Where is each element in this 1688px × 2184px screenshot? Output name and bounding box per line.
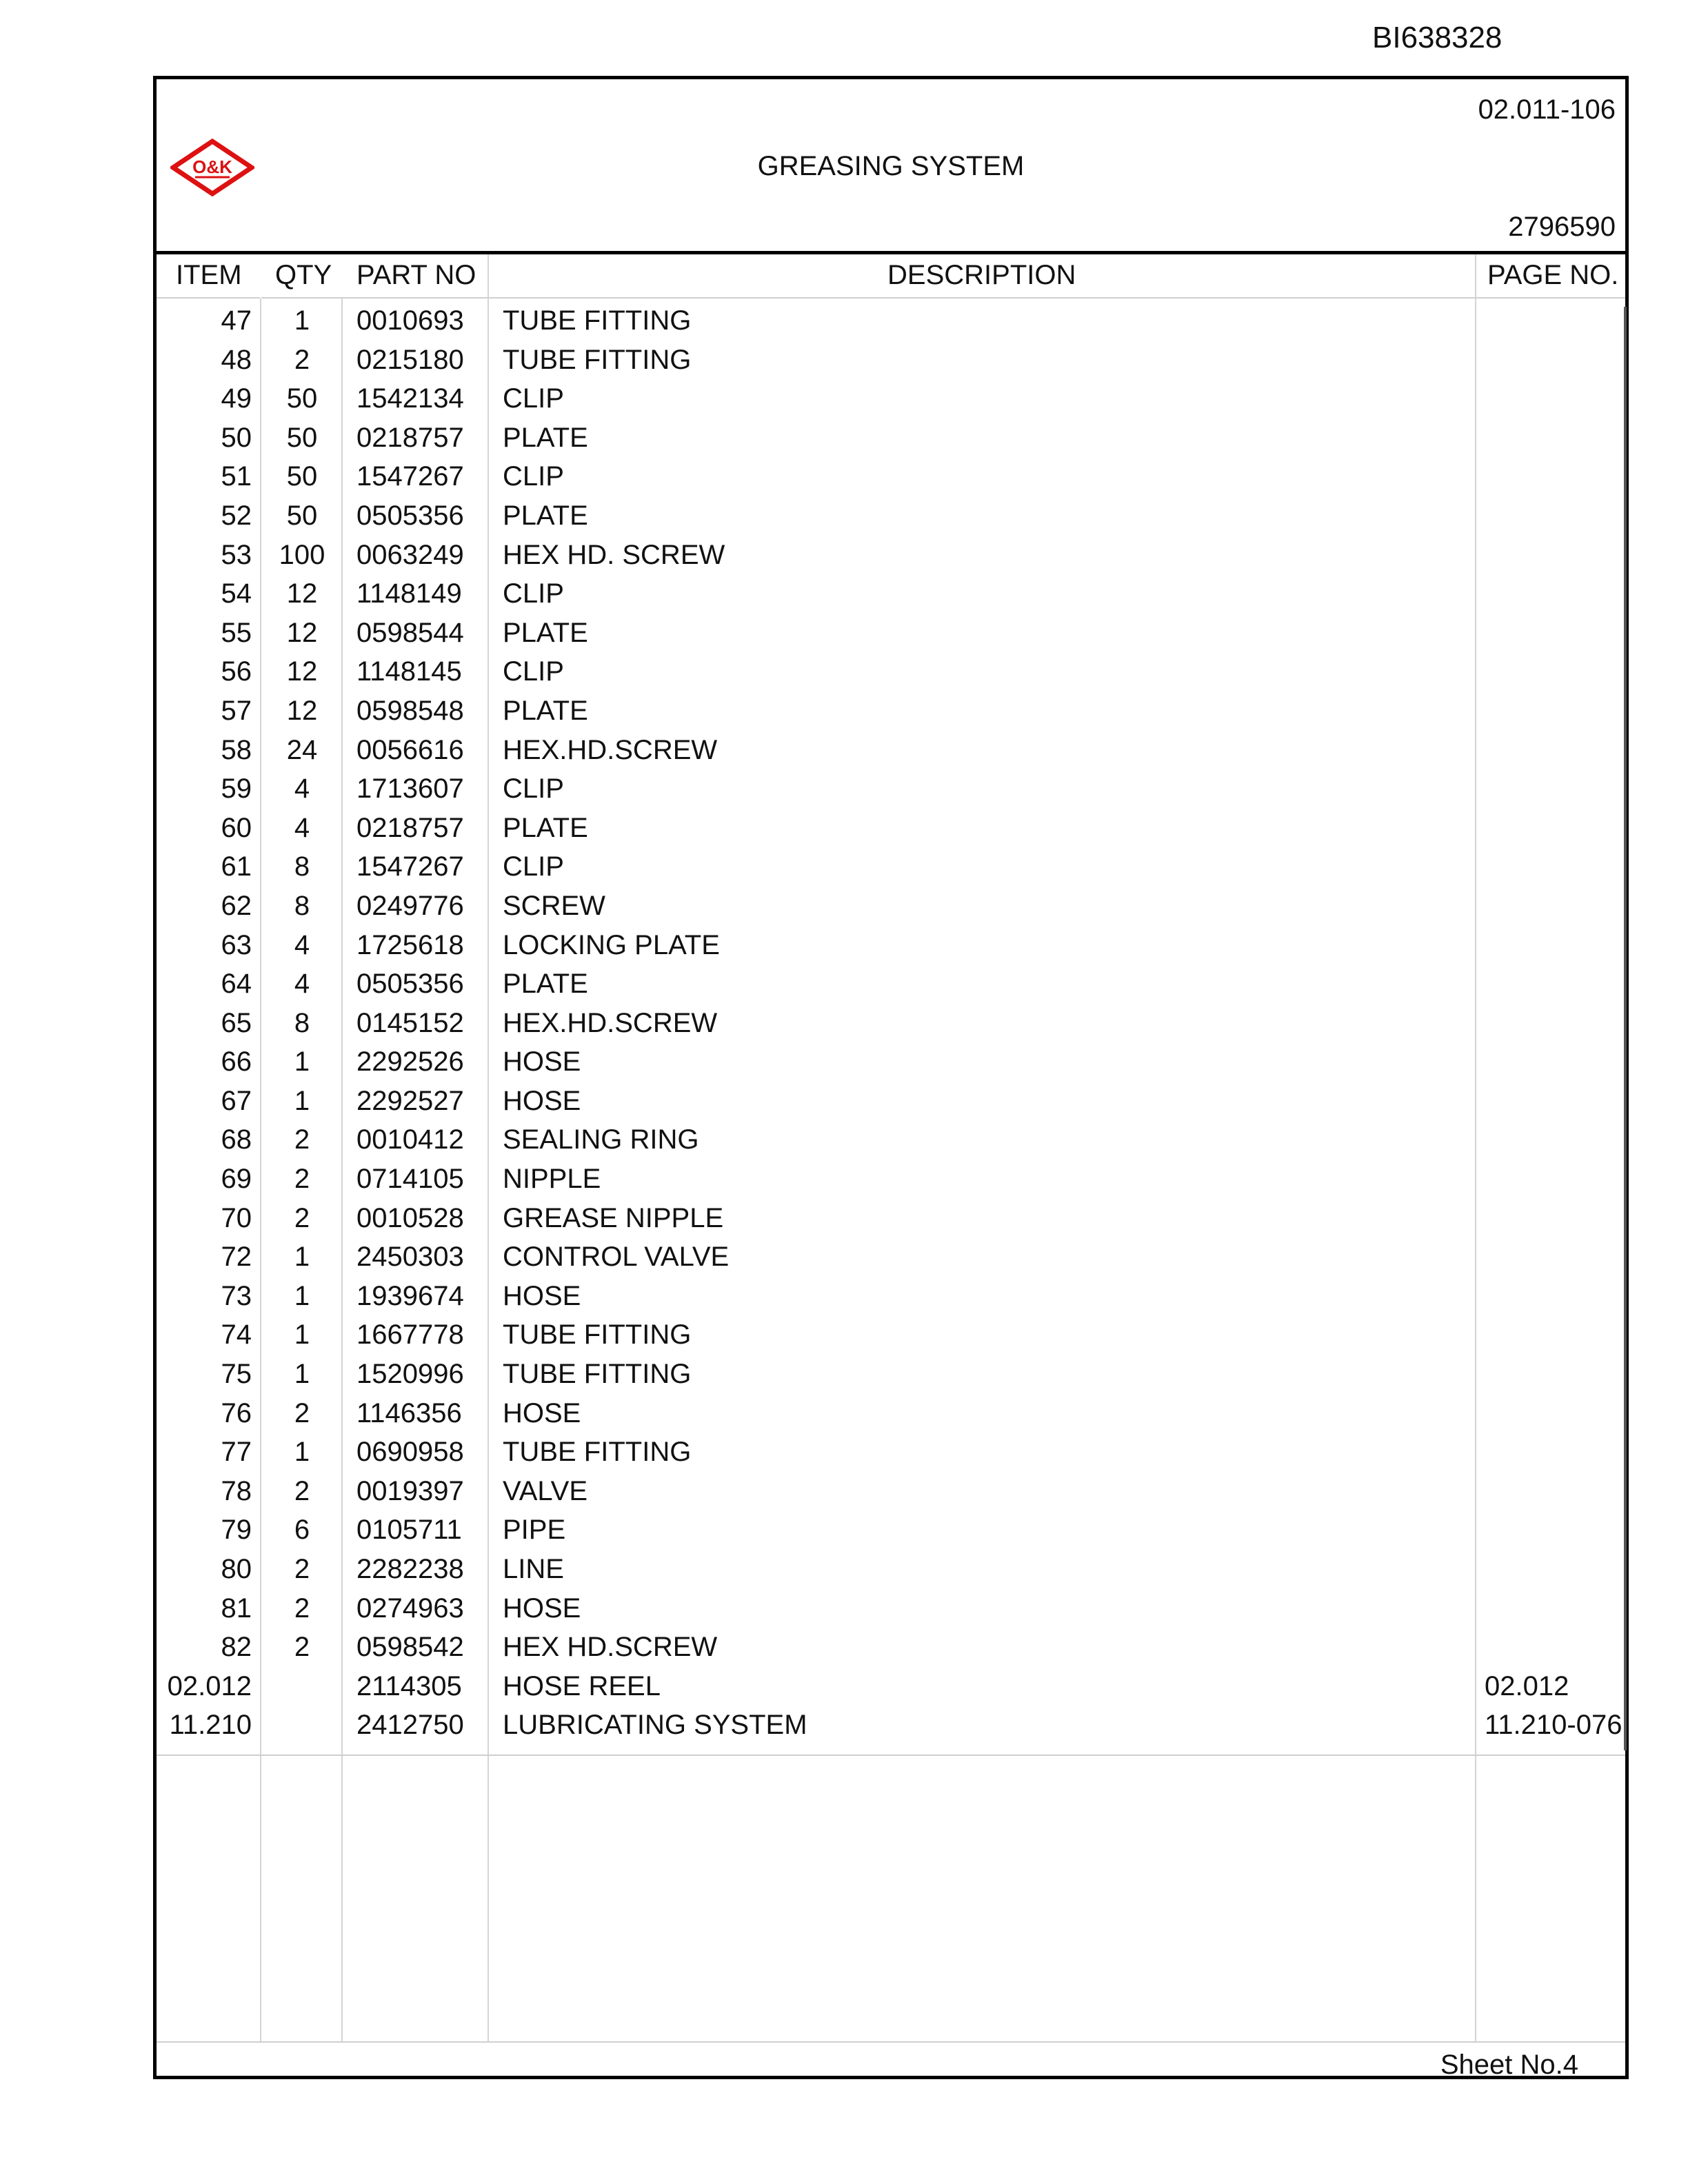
- table-row: [157, 1044, 1625, 1083]
- qty-cell: 50: [286, 422, 318, 453]
- section-code: 02.011-106: [1478, 94, 1616, 125]
- qty-cell: 50: [286, 500, 318, 531]
- part-no-cell: 0215180: [356, 344, 464, 375]
- part-no-cell: 0218757: [356, 422, 464, 453]
- table-row: [157, 1590, 1625, 1630]
- description-cell: PLATE: [503, 500, 588, 531]
- description-cell: HOSE: [503, 1085, 581, 1116]
- part-no-cell: 1148145: [356, 656, 462, 687]
- qty-cell: 1: [294, 1046, 310, 1078]
- table-row: [157, 381, 1625, 420]
- part-no-cell: 2292527: [356, 1085, 464, 1116]
- description-cell: CLIP: [503, 851, 564, 882]
- description-cell: CLIP: [503, 461, 564, 492]
- item-cell: 59: [221, 774, 252, 805]
- table-row: [157, 849, 1625, 888]
- parts-table: [157, 303, 1625, 1746]
- item-cell: 53: [221, 539, 252, 570]
- qty-cell: 2: [294, 1397, 310, 1428]
- item-cell: 49: [221, 383, 252, 414]
- item-cell: 68: [221, 1124, 252, 1155]
- item-cell: 80: [221, 1554, 252, 1584]
- description-cell: PLATE: [503, 812, 588, 843]
- part-no-cell: 0145152: [356, 1007, 464, 1038]
- item-cell: 56: [221, 656, 252, 687]
- col-part-no: PART NO: [356, 260, 476, 290]
- item-cell: 64: [221, 969, 252, 1000]
- item-cell: 74: [221, 1320, 252, 1351]
- item-cell: 65: [221, 1007, 252, 1038]
- qty-cell: 2: [294, 1632, 310, 1663]
- qty-cell: 12: [286, 617, 318, 648]
- assembly-number: 2796590: [1508, 212, 1616, 242]
- table-row: [157, 1707, 1625, 1746]
- table-row: [157, 1122, 1625, 1161]
- part-no-cell: 2114305: [356, 1670, 462, 1701]
- table-row: [157, 576, 1625, 615]
- item-cell: 79: [221, 1515, 252, 1546]
- description-cell: PLATE: [503, 695, 588, 726]
- item-cell: 48: [221, 344, 252, 375]
- description-cell: GREASE NIPPLE: [503, 1202, 724, 1233]
- description-cell: HOSE: [503, 1280, 581, 1311]
- qty-cell: 8: [294, 1007, 310, 1038]
- description-cell: HEX HD.SCREW: [503, 1632, 718, 1663]
- part-no-cell: 0056616: [356, 734, 464, 765]
- table-row: [157, 498, 1625, 537]
- qty-cell: 1: [294, 1437, 310, 1468]
- description-cell: SCREW: [503, 890, 605, 921]
- qty-cell: 8: [294, 890, 310, 921]
- part-no-cell: 2282238: [356, 1554, 464, 1584]
- part-no-cell: 1667778: [356, 1320, 464, 1351]
- description-cell: LINE: [503, 1554, 564, 1584]
- table-row: [157, 1239, 1625, 1278]
- item-cell: 78: [221, 1475, 252, 1506]
- col-qty: QTY: [275, 260, 332, 290]
- part-no-cell: 0010412: [356, 1124, 464, 1155]
- qty-cell: 12: [286, 578, 318, 609]
- qty-cell: 50: [286, 461, 318, 492]
- part-no-cell: 0598542: [356, 1632, 464, 1663]
- qty-cell: 1: [294, 1085, 310, 1116]
- table-row: [157, 1434, 1625, 1473]
- description-cell: TUBE FITTING: [503, 344, 692, 375]
- item-cell: 55: [221, 617, 252, 648]
- table-row: [157, 1200, 1625, 1240]
- part-no-cell: 1542134: [356, 383, 464, 414]
- qty-cell: 2: [294, 1202, 310, 1233]
- part-no-cell: 0019397: [356, 1475, 464, 1506]
- table-row: [157, 654, 1625, 693]
- table-row: [157, 458, 1625, 498]
- qty-cell: 6: [294, 1515, 310, 1546]
- table-row: [157, 1161, 1625, 1200]
- description-cell: CLIP: [503, 656, 564, 687]
- qty-cell: 4: [294, 774, 310, 805]
- table-row: [157, 420, 1625, 459]
- page-no-cell: 02.012: [1485, 1670, 1569, 1701]
- qty-cell: 2: [294, 344, 310, 375]
- table-row: [157, 1395, 1625, 1435]
- description-cell: SEALING RING: [503, 1124, 699, 1155]
- qty-cell: 1: [294, 1320, 310, 1351]
- table-row: [157, 693, 1625, 732]
- item-cell: 70: [221, 1202, 252, 1233]
- table-row: [157, 1629, 1625, 1668]
- description-cell: LOCKING PLATE: [503, 929, 720, 960]
- item-cell: 54: [221, 578, 252, 609]
- description-cell: PLATE: [503, 422, 588, 453]
- description-cell: VALVE: [503, 1475, 588, 1506]
- item-cell: 69: [221, 1164, 252, 1195]
- item-cell: 47: [221, 305, 252, 336]
- item-cell: 75: [221, 1359, 252, 1390]
- description-cell: TUBE FITTING: [503, 1320, 692, 1351]
- item-cell: 82: [221, 1632, 252, 1663]
- part-no-cell: 0598548: [356, 695, 464, 726]
- table-row: [157, 1356, 1625, 1395]
- table-row: [157, 1005, 1625, 1044]
- part-no-cell: 1547267: [356, 851, 464, 882]
- item-cell: 52: [221, 500, 252, 531]
- logo-text: O&K: [192, 156, 232, 177]
- item-cell: 66: [221, 1046, 252, 1078]
- qty-cell: 1: [294, 1280, 310, 1311]
- table-row: [157, 615, 1625, 654]
- description-cell: HOSE: [503, 1593, 581, 1624]
- col-item: ITEM: [176, 260, 242, 290]
- description-cell: CLIP: [503, 578, 564, 609]
- qty-cell: 1: [294, 1359, 310, 1390]
- item-cell: 02.012: [167, 1670, 252, 1701]
- part-no-cell: 0714105: [356, 1164, 464, 1195]
- part-no-cell: 1547267: [356, 461, 464, 492]
- description-cell: NIPPLE: [503, 1164, 601, 1195]
- table-end-rule: [157, 1755, 1625, 1756]
- part-no-cell: 1939674: [356, 1280, 464, 1311]
- part-no-cell: 0505356: [356, 500, 464, 531]
- column-divider-gap: [260, 254, 261, 299]
- item-cell: 72: [221, 1242, 252, 1273]
- item-cell: 81: [221, 1593, 252, 1624]
- col-description: DESCRIPTION: [887, 260, 1076, 290]
- description-cell: PIPE: [503, 1515, 566, 1546]
- part-no-cell: 0063249: [356, 539, 464, 570]
- table-row: [157, 1668, 1625, 1708]
- col-page-no: PAGE NO.: [1487, 260, 1619, 290]
- description-cell: CONTROL VALVE: [503, 1242, 730, 1273]
- footer-rule: [157, 2041, 1625, 2043]
- qty-cell: 24: [286, 734, 318, 765]
- parts-list-frame: [153, 76, 1629, 2079]
- item-cell: 11.210: [169, 1710, 252, 1741]
- item-cell: 50: [221, 422, 252, 453]
- description-cell: TUBE FITTING: [503, 1359, 692, 1390]
- qty-cell: 2: [294, 1124, 310, 1155]
- description-cell: HOSE REEL: [503, 1670, 661, 1701]
- item-cell: 61: [221, 851, 252, 882]
- item-cell: 73: [221, 1280, 252, 1311]
- qty-cell: 1: [294, 305, 310, 336]
- right-rule: [1624, 307, 1627, 1750]
- column-headers: [157, 254, 1625, 299]
- item-cell: 51: [221, 461, 252, 492]
- item-cell: 57: [221, 695, 252, 726]
- table-row: [157, 1278, 1625, 1317]
- table-row: [157, 537, 1625, 576]
- item-cell: 77: [221, 1437, 252, 1468]
- table-row: [157, 927, 1625, 967]
- description-cell: HOSE: [503, 1046, 581, 1078]
- qty-cell: 12: [286, 656, 318, 687]
- table-row: [157, 1317, 1625, 1356]
- description-cell: LUBRICATING SYSTEM: [503, 1710, 807, 1741]
- table-row: [157, 1083, 1625, 1122]
- part-no-cell: 1713607: [356, 774, 464, 805]
- table-row: [157, 732, 1625, 771]
- part-no-cell: 2450303: [356, 1242, 464, 1273]
- description-cell: HEX.HD.SCREW: [503, 1007, 718, 1038]
- description-cell: HEX.HD.SCREW: [503, 734, 718, 765]
- qty-cell: 4: [294, 929, 310, 960]
- part-no-cell: 0010528: [356, 1202, 464, 1233]
- description-cell: PLATE: [503, 617, 588, 648]
- document-id: BI638328: [1372, 21, 1503, 54]
- table-row: [157, 771, 1625, 810]
- qty-cell: 2: [294, 1475, 310, 1506]
- page-no-cell: 11.210-076: [1485, 1710, 1622, 1741]
- part-no-cell: 0598544: [356, 617, 464, 648]
- qty-cell: 100: [279, 539, 325, 570]
- qty-cell: 1: [294, 1242, 310, 1273]
- description-cell: CLIP: [503, 774, 564, 805]
- table-row: [157, 1512, 1625, 1551]
- part-no-cell: 0274963: [356, 1593, 464, 1624]
- part-no-cell: 1148149: [356, 578, 462, 609]
- item-cell: 76: [221, 1397, 252, 1428]
- table-row: [157, 1551, 1625, 1590]
- part-no-cell: 0249776: [356, 890, 464, 921]
- table-row: [157, 303, 1625, 342]
- qty-cell: 4: [294, 812, 310, 843]
- item-cell: 67: [221, 1085, 252, 1116]
- header: [157, 79, 1625, 254]
- part-no-cell: 1725618: [356, 929, 464, 960]
- part-no-cell: 0690958: [356, 1437, 464, 1468]
- part-no-cell: 1520996: [356, 1359, 464, 1390]
- part-no-cell: 1146356: [356, 1397, 462, 1428]
- description-cell: HOSE: [503, 1397, 581, 1428]
- qty-cell: 12: [286, 695, 318, 726]
- description-cell: TUBE FITTING: [503, 1437, 692, 1468]
- part-no-cell: 2292526: [356, 1046, 464, 1078]
- table-row: [157, 810, 1625, 849]
- item-cell: 62: [221, 890, 252, 921]
- part-no-cell: 0010693: [356, 305, 464, 336]
- qty-cell: 2: [294, 1554, 310, 1584]
- description-cell: CLIP: [503, 383, 564, 414]
- part-no-cell: 0218757: [356, 812, 464, 843]
- table-row: [157, 966, 1625, 1005]
- table-row: [157, 342, 1625, 381]
- sheet-number: Sheet No.4: [1440, 2050, 1578, 2080]
- qty-cell: 50: [286, 383, 318, 414]
- item-cell: 58: [221, 734, 252, 765]
- part-no-cell: 2412750: [356, 1710, 464, 1741]
- part-no-cell: 0505356: [356, 969, 464, 1000]
- table-row: [157, 1473, 1625, 1513]
- description-cell: PLATE: [503, 969, 588, 1000]
- qty-cell: 8: [294, 851, 310, 882]
- qty-cell: 2: [294, 1593, 310, 1624]
- part-no-cell: 0105711: [356, 1515, 462, 1546]
- description-cell: TUBE FITTING: [503, 305, 692, 336]
- page-title: GREASING SYSTEM: [757, 151, 1025, 181]
- qty-cell: 4: [294, 969, 310, 1000]
- item-cell: 60: [221, 812, 252, 843]
- description-cell: HEX HD. SCREW: [503, 539, 725, 570]
- item-cell: 63: [221, 929, 252, 960]
- qty-cell: 2: [294, 1164, 310, 1195]
- table-row: [157, 888, 1625, 927]
